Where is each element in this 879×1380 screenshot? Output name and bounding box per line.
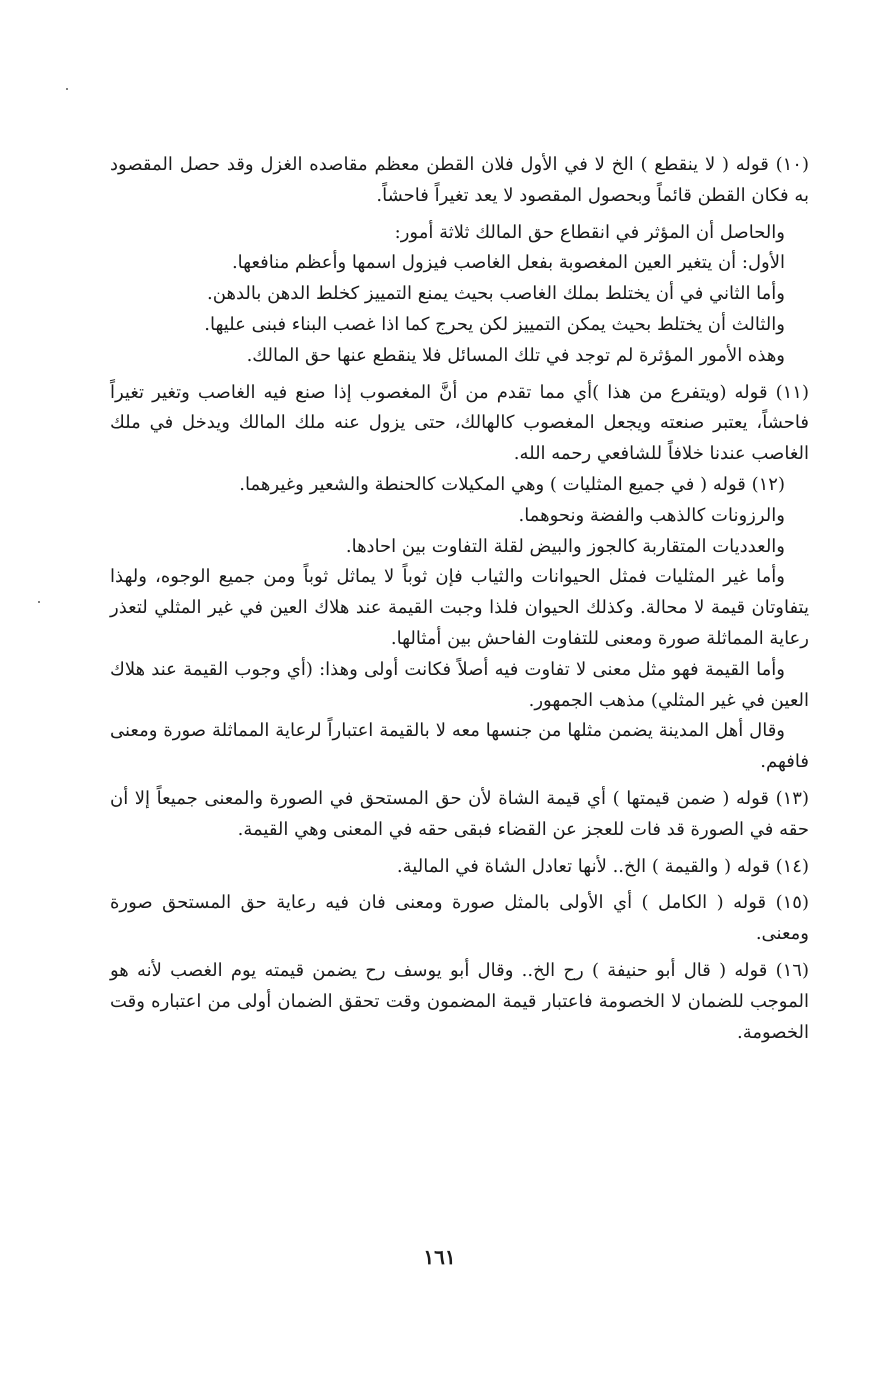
conclusion-paragraph: وهذه الأمور المؤثرة لم توجد في تلك المسائل فلا ينقطع عنها حق المالك.: [246, 344, 785, 366]
note-10-paragraph: (١٠) قوله ( لا ينقطع ) الخ لا في الأول فلان القطن معظم مقاصده الغزل وقد حصل المقصود به فكان القطن قائماً وبحصول المقصود لا يعد تغيراً فاحشاً.: [110, 154, 809, 206]
note-12-paragraph: (١٢) قوله ( في جميع المثليات ) وهي المكيلات كالحنطة والشعير وغيرهما.: [239, 473, 785, 495]
note-13-paragraph: (١٣) قوله ( ضمن قيمتها ) أي قيمة الشاة لأن حق المستحق في الصورة والمعنى جميعاً إلا أن حقه في الصورة قد فات للعجز عن القضاء فبقى حقه في المعنى وهي القيمة.: [110, 787, 809, 840]
note-15-paragraph: (١٥) قوله ( الكامل ) أي الأولى بالمثل صورة ومعنى فان فيه رعاية حق المستحق صورة ومعنى.: [110, 892, 809, 945]
summary-paragraph: والحاصل أن المؤثر في انقطاع حق المالك ثلاثة أمور:: [394, 221, 785, 243]
note-16-paragraph: (١٦) قوله ( قال أبو حنيفة ) رح الخ.. وقال أبو يوسف رح يضمن قيمته يوم الغصب لأنه هو الموجب للضمان لا الخصومة فاعتبار قيمة المضمون وقت تحقق الضمان أولى من اعتباره وقت الخصومة.: [110, 959, 809, 1043]
counted-items-paragraph: والعدديات المتقاربة كالجوز والبيض لقلة التفاوت بين احادها.: [345, 535, 785, 557]
medina-view-paragraph: وقال أهل المدينة يضمن مثلها من جنسها معه لا بالقيمة اعتباراً لرعاية المماثلة صورة ومعنى فافهم.: [110, 720, 809, 773]
first-matter-paragraph: الأول: أن يتغير العين المغصوبة بفعل الغاصب فيزول اسمها وأعظم منافعها.: [231, 252, 785, 274]
note-14-paragraph: (١٤) قوله ( والقيمة ) الخ.. لأنها تعادل الشاة في المالية.: [396, 855, 809, 877]
weighed-items-paragraph: والرزونات كالذهب والفضة ونحوهما.: [518, 504, 785, 526]
non-fungibles-paragraph: وأما غير المثليات فمثل الحيوانات والثياب فإن ثوباً لا يماثل ثوباً ومن جميع الوجوه، ولهذا يتفاوتان قيمة لا محالة. وكذلك الحيوان فلذا وجبت القيمة عند هلاك العين في غير المثلي لتعذر رعاية المماثلة صورة ومعنى للتفاوت الفاحش بين أمثالها.: [110, 566, 809, 649]
note-11-paragraph: (١١) قوله (ويتفرع من هذا )أي مما تقدم من أنَّ المغصوب إذا صنع فيه الغاصب وتغير تغيراً فاحشاً، يعتبر صنعته ويجعل المغصوب كالهالك، حتى يزول عنه ملك المالك ويدخل في ملك الغاصب عندنا خلافاً للشافعي رحمه الله.: [110, 381, 809, 465]
scan-speck: [66, 88, 68, 90]
third-matter-paragraph: والثالث أن يختلط بحيث يمكن التمييز لكن يحرج كما اذا غصب البناء فبنى عليها.: [204, 313, 785, 335]
page-body: [110, 150, 809, 1048]
scan-speck: [38, 601, 40, 603]
second-matter-paragraph: وأما الثاني في أن يختلط بملك الغاصب بحيث يمنع التمييز كخلط الدهن بالدهن.: [207, 283, 785, 305]
page-number: ١٦١: [423, 1245, 456, 1269]
value-paragraph: وأما القيمة فهو مثل معنى لا تفاوت فيه أصلاً فكانت أولى وهذا: (أي وجوب القيمة عند هلاك العين في غير المثلي) مذهب الجمهور.: [110, 658, 809, 711]
